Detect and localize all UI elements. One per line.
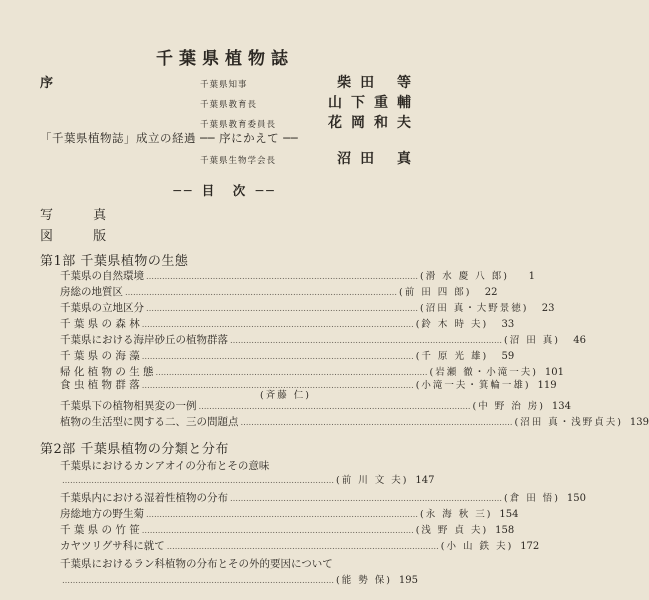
history-heading: 「千葉県植物誌」成立の経過 ── 序にかえて ── <box>40 131 299 145</box>
leader-dots: ………………………………………………………………………………………… <box>166 542 439 551</box>
entry-page: 158 <box>495 525 515 536</box>
entry-title: 千葉県の立地区分 <box>60 302 144 314</box>
toc-entry <box>60 414 649 429</box>
entry-author-second: (斉藤 仁) <box>260 390 311 401</box>
toc-entry <box>60 506 519 521</box>
leader-dots: ………………………………………………………………………………………… <box>155 368 428 377</box>
preface-label: 序 <box>40 76 54 91</box>
entry-page: 119 <box>537 380 557 391</box>
history-role: 千葉県生物学会長 <box>200 156 277 166</box>
toc-entry <box>60 538 540 553</box>
entry-title: 千葉県における海岸砂丘の植物群落 <box>60 334 228 346</box>
toc-entry <box>60 316 515 331</box>
preface-row <box>200 112 420 132</box>
entry-page: 172 <box>520 541 540 552</box>
toc-entry <box>60 522 515 537</box>
entry-title: 千 葉 県 の 森 林 <box>60 318 140 330</box>
entry-author: (沼 田 真) <box>504 335 560 346</box>
toc-entry <box>60 284 498 299</box>
leader-dots: ………………………………………………………………………………………… <box>146 510 418 519</box>
entry-author: (浅 野 貞 夫) <box>415 525 489 536</box>
entry-title: 房総地方の野生菊 <box>60 508 144 520</box>
entry-page: 134 <box>551 401 571 412</box>
leader-dots: ………………………………………………………………………………………… <box>141 352 414 361</box>
entry-author: (永 海 秋 三) <box>420 509 493 520</box>
entry-title: 食 虫 植 物 群 落 <box>60 379 140 391</box>
front-item-photos: 写 真 <box>40 208 125 223</box>
entry-title-wrapped: 千葉県におけるカンアオイの分布とその意味 <box>60 460 270 472</box>
entry-page: 195 <box>398 575 418 586</box>
entry-page: 154 <box>499 509 519 520</box>
entry-author: (千 原 光 雄) <box>415 351 489 362</box>
leader-dots: ………………………………………………………………………………………… <box>141 526 414 535</box>
leader-dots: ………………………………………………………………………………………… <box>230 494 502 503</box>
entry-page: 101 <box>544 367 564 378</box>
preface-role: 千葉県知事 <box>200 80 248 90</box>
leader-dots: ………………………………………………………………………………………… <box>146 272 418 281</box>
entry-title: 千葉県の自然環境 <box>60 270 144 282</box>
toc-entry <box>60 572 418 586</box>
preface-role: 千葉県教育委員長 <box>200 120 277 130</box>
preface-name: 柴田 等 <box>337 75 420 91</box>
entry-page: 139 <box>629 417 649 428</box>
entry-title: カヤツリグサ科に就て <box>60 540 165 552</box>
history-author-row <box>200 148 420 168</box>
toc-entry <box>60 398 571 413</box>
leader-dots: ………………………………………………………………………………………… <box>62 476 334 485</box>
leader-dots: ………………………………………………………………………………………… <box>240 418 513 427</box>
leader-dots: ………………………………………………………………………………………… <box>230 336 502 345</box>
book-title: 千葉県植物誌 <box>156 49 294 69</box>
leader-dots: ………………………………………………………………………………………… <box>62 576 334 585</box>
toc-entry <box>60 300 555 315</box>
entry-title: 帰 化 植 物 の 生 態 <box>60 366 154 378</box>
preface-row <box>200 72 420 92</box>
entry-page: 59 <box>501 351 515 362</box>
toc-entry <box>60 268 535 283</box>
entry-author: (鈴 木 時 夫) <box>415 319 489 330</box>
entry-page: 22 <box>484 287 498 298</box>
entry-page: 147 <box>415 475 435 486</box>
toc-entry <box>60 332 586 347</box>
entry-author: (沼田 真・大野景徳) <box>420 303 529 314</box>
entry-page: 23 <box>541 303 555 314</box>
toc-entry <box>60 472 435 486</box>
entry-title: 房総の地質区 <box>60 286 123 298</box>
contents-heading: ── 目 次 ── <box>173 183 277 198</box>
entry-title: 植物の生活型に関する二、三の問題点 <box>60 416 239 428</box>
entry-author: (沼田 真・浅野貞夫) <box>514 417 623 428</box>
toc-entry <box>60 348 515 363</box>
preface-name: 山下重輔 <box>328 95 420 111</box>
leader-dots: ………………………………………………………………………………………… <box>146 304 418 313</box>
leader-dots: ………………………………………………………………………………………… <box>125 288 397 297</box>
toc-entry <box>60 490 586 505</box>
entry-title: 千 葉 県 の 海 藻 <box>60 350 140 362</box>
toc-entry <box>60 377 557 392</box>
entry-author: (前 川 文 夫) <box>336 475 409 486</box>
entry-page: 33 <box>501 319 515 330</box>
entry-author: (倉 田 悟) <box>504 493 560 504</box>
entry-title-wrapped: 千葉県におけるラン科植物の分布とその外的要因について <box>60 558 333 570</box>
leader-dots: ………………………………………………………………………………………… <box>198 402 471 411</box>
entry-author: (小 山 鉄 夫) <box>440 541 514 552</box>
entry-title: 千葉県内における湿着性植物の分布 <box>60 492 228 504</box>
entry-title: 千 葉 県 の 竹 笹 <box>60 524 140 536</box>
entry-author: (能 勢 保) <box>336 575 392 586</box>
history-name: 沼田 真 <box>337 151 420 167</box>
preface-name: 花岡和夫 <box>328 115 420 131</box>
entry-author: (岩瀬 徹・小滝一夫) <box>429 367 538 378</box>
entry-author: (小滝一夫・箕輪一雄) <box>415 380 531 391</box>
preface-row <box>200 92 420 112</box>
entry-author: (滑 水 慶 八 郎) <box>420 271 509 282</box>
entry-author: (前 田 四 郎) <box>399 287 472 298</box>
entry-title: 千葉県下の植物相異変の一例 <box>60 400 197 412</box>
leader-dots: ………………………………………………………………………………………… <box>141 381 414 390</box>
preface-role: 千葉県教育長 <box>200 100 258 110</box>
entry-page: 1 <box>528 271 535 282</box>
entry-page: 46 <box>573 335 586 346</box>
entry-page: 150 <box>566 493 586 504</box>
front-item-plates: 図 版 <box>40 229 125 244</box>
entry-author: (中 野 治 房) <box>472 401 545 412</box>
part2-heading: 第2部 千葉県植物の分類と分布 <box>40 442 229 457</box>
part1-heading: 第1部 千葉県植物の生態 <box>40 254 189 269</box>
leader-dots: ………………………………………………………………………………………… <box>141 320 414 329</box>
